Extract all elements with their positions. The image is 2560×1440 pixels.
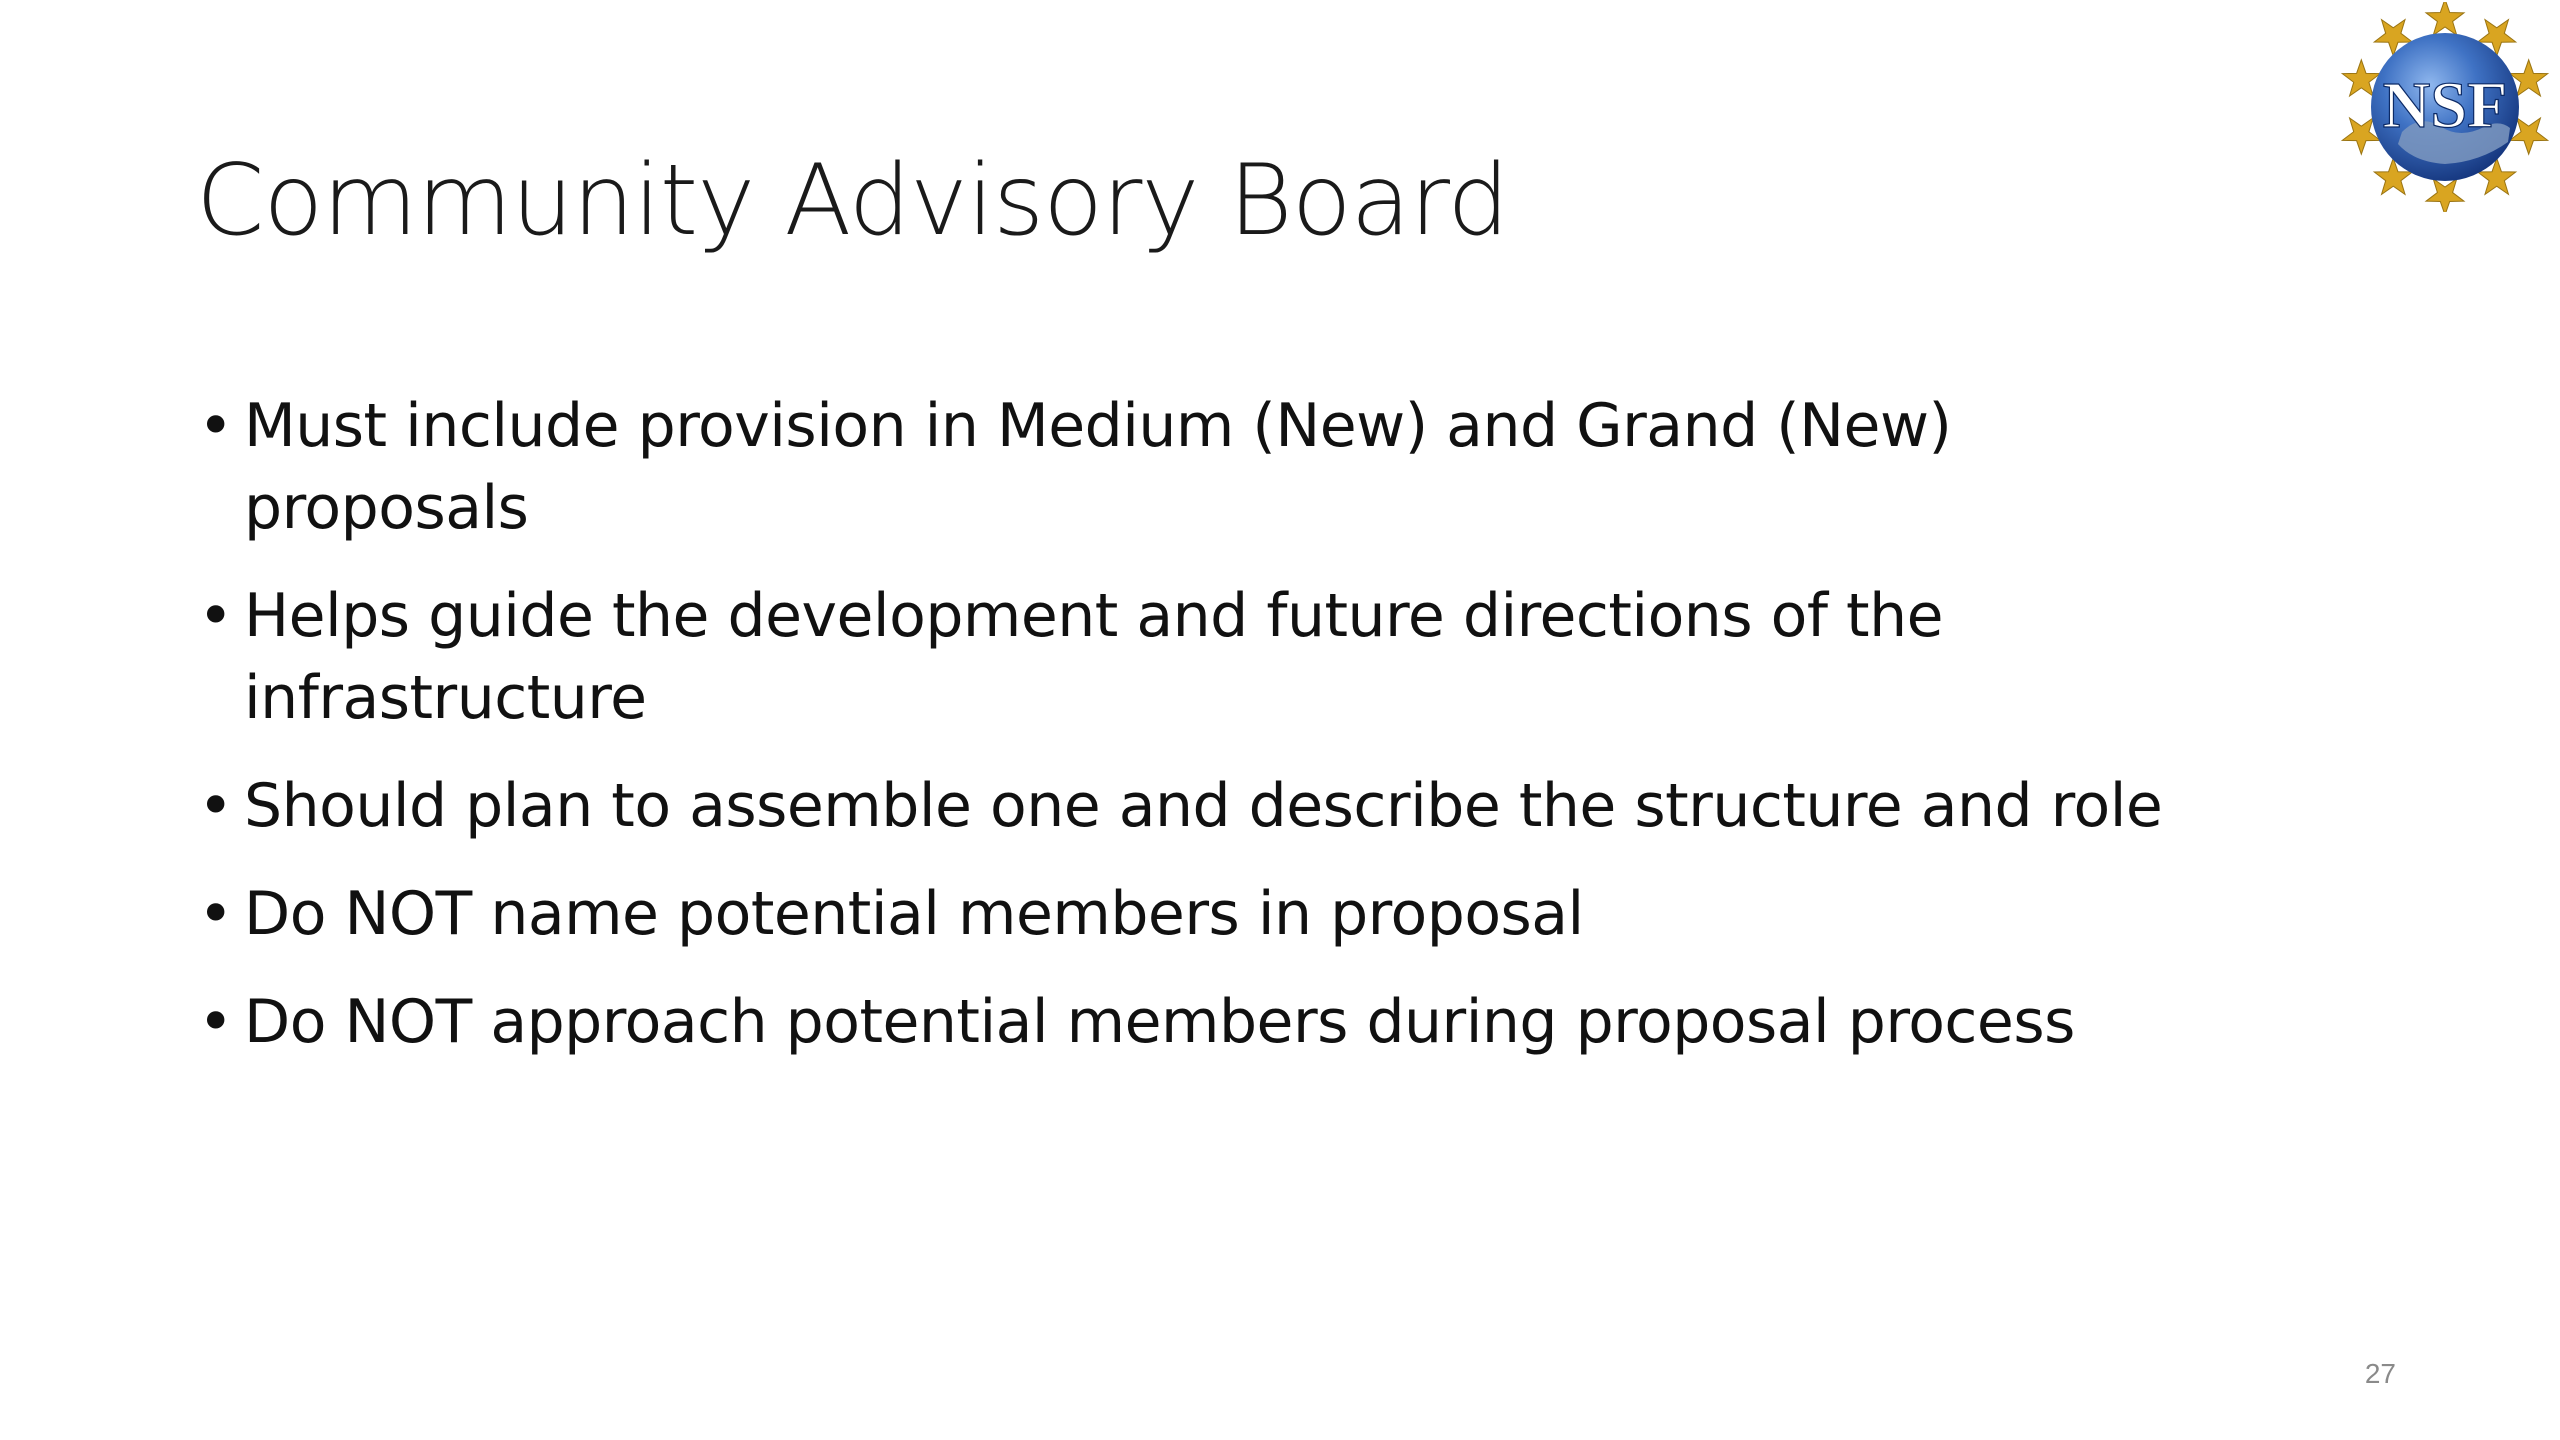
bullet-text: Do NOT name potential members in proposal xyxy=(244,879,1584,949)
bullet-icon: • xyxy=(198,987,233,1057)
bullet-icon: • xyxy=(198,581,233,651)
star-icon xyxy=(2426,2,2464,35)
bullet-item xyxy=(196,981,2396,1063)
page-number: 27 xyxy=(2364,1358,2396,1389)
slide-title: Community Advisory Board xyxy=(196,144,1509,258)
bullet-text: Do NOT approach potential members during proposal process xyxy=(244,987,2075,1057)
bullet-icon: • xyxy=(198,391,233,461)
bullet-icon: • xyxy=(198,879,233,949)
bullet-item xyxy=(196,765,2396,847)
bullet-text: Helps guide the development and future directions of the infrastructure xyxy=(244,581,1944,733)
bullet-text: Must include provision in Medium (New) and Grand (New) proposals xyxy=(244,391,1952,543)
nsf-logo-text: NSF xyxy=(2382,69,2508,142)
bullet-text: Should plan to assemble one and describe the structure and role xyxy=(244,771,2163,841)
bullet-list xyxy=(196,385,2396,1089)
bullet-icon: • xyxy=(198,771,233,841)
nsf-seal-icon xyxy=(2340,2,2550,212)
bullet-item xyxy=(196,575,2396,739)
bullet-item xyxy=(196,385,2396,549)
bullet-item xyxy=(196,873,2396,955)
star-icon xyxy=(2426,179,2464,212)
